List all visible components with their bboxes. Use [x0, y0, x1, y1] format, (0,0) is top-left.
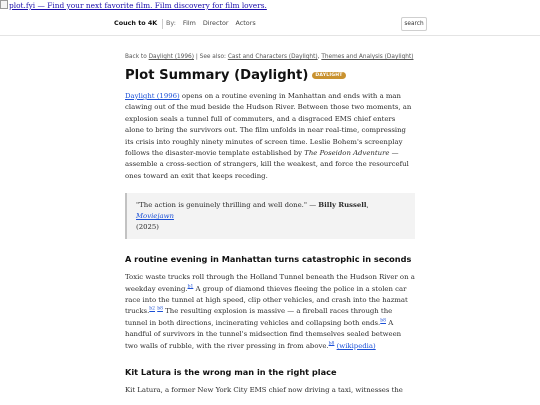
- breadcrumb-see-also-prefix: | See also:: [195, 54, 226, 60]
- section1-sentence-2: A group of diamond thieves fleeing the police in a stolen car race into the tunnel at high speed, clip other vehicles, and crash into the hazmat trucks.: [125, 284, 408, 316]
- breadcrumb-back-prefix: Back to: [125, 54, 147, 60]
- quote-text: "The action is genuinely thrilling and well done." —: [136, 201, 319, 210]
- page-title: Plot Summary (Daylight): [125, 68, 309, 83]
- citation-b8[interactable]: b8: [380, 318, 386, 324]
- nav-link-actors[interactable]: Actors: [235, 19, 256, 27]
- section1-sentence-3: The resulting explosion is massive — a fireball races through the tunnel in both directions, incinerating vehicles and collapsing both ends.: [125, 307, 393, 327]
- quote-separator: ,: [366, 201, 369, 210]
- nav-link-director[interactable]: Director: [202, 19, 229, 27]
- citation-b2[interactable]: b2: [149, 307, 156, 313]
- review-quote: [125, 193, 415, 239]
- section1-sentence-4: A handful of survivors in the tunnel's midsection find themselves sealed between two walls of rubble, with the river pressing in from above.: [125, 318, 402, 350]
- breadcrumb-see-also-themes[interactable]: Themes and Analysis (Daylight): [321, 54, 414, 60]
- section2-paragraph: Kit Latura, a former New York City EMS chief now driving a taxi, witnesses the: [125, 386, 403, 395]
- article: [125, 35, 415, 397]
- nav-links: [166, 19, 256, 27]
- broken-image-icon: [0, 0, 8, 9]
- quote-source-link[interactable]: Moviejawn: [136, 212, 174, 221]
- section-heading-routine-evening: A routine evening in Manhattan turns catastrophic in seconds: [125, 254, 412, 265]
- site-banner-link[interactable]: plot.fyi — Find your next favorite film. Film discovery for film lovers.: [9, 1, 267, 10]
- intro-film-link[interactable]: Daylight (1996): [125, 92, 180, 100]
- site-banner: [0, 0, 540, 14]
- citation-b8[interactable]: b8: [157, 307, 163, 313]
- quote-year: (2025): [136, 223, 159, 232]
- intro-text-1: opens on a routine evening in Manhattan and ends with a man clawing out of the mud beside the Hudson River. Between those two moments, an explosion seals a tunnel full of commuters, and a disgraced EMS chief enters alone to bring the survivors out. The film unfolds in near real-time, compressing its crisis into roughly ninety minutes of screen time. Leslie Bohem's screenplay follows the disaster-movie template established by: [125, 92, 412, 158]
- title-row: [125, 67, 415, 84]
- section1-paragraph: [125, 272, 415, 352]
- breadcrumb-see-also-cast[interactable]: Cast and Characters (Daylight): [227, 54, 318, 60]
- wikipedia-link[interactable]: (wikipedia): [336, 341, 376, 350]
- citation-b8[interactable]: b8: [328, 341, 335, 347]
- intro-text-2: — assemble a cross-section of strangers, kill the weakest, and force the resourceful ones toward an exit that keeps receding.: [125, 149, 409, 180]
- intro-film-reference: The Poseidon Adventure: [304, 149, 390, 158]
- intro-paragraph: [125, 91, 415, 182]
- section-heading-kit-latura: Kit Latura is the wrong man in the right place: [125, 367, 337, 378]
- site-brand[interactable]: Couch to 4K: [114, 19, 158, 27]
- search-button[interactable]: search: [401, 17, 427, 31]
- nav-divider: [162, 19, 163, 29]
- breadcrumb-back-link[interactable]: Daylight (1996): [148, 54, 195, 60]
- nav-by-label: By:: [166, 19, 176, 27]
- quote-author: Billy Russell: [318, 201, 367, 210]
- nav-link-film[interactable]: Film: [182, 19, 196, 27]
- section1-sentence-1: Toxic waste trucks roll through the Holland Tunnel beneath the Hudson River on a weekday evening.: [125, 273, 415, 293]
- breadcrumb: Back to Daylight (1996) | See also: Cast and Characters (Daylight), Themes and Analysis (Daylight): [125, 54, 414, 60]
- film-badge: DAYLIGHT: [312, 72, 345, 79]
- citation-b1[interactable]: b1: [187, 284, 194, 290]
- top-nav: [0, 14, 540, 36]
